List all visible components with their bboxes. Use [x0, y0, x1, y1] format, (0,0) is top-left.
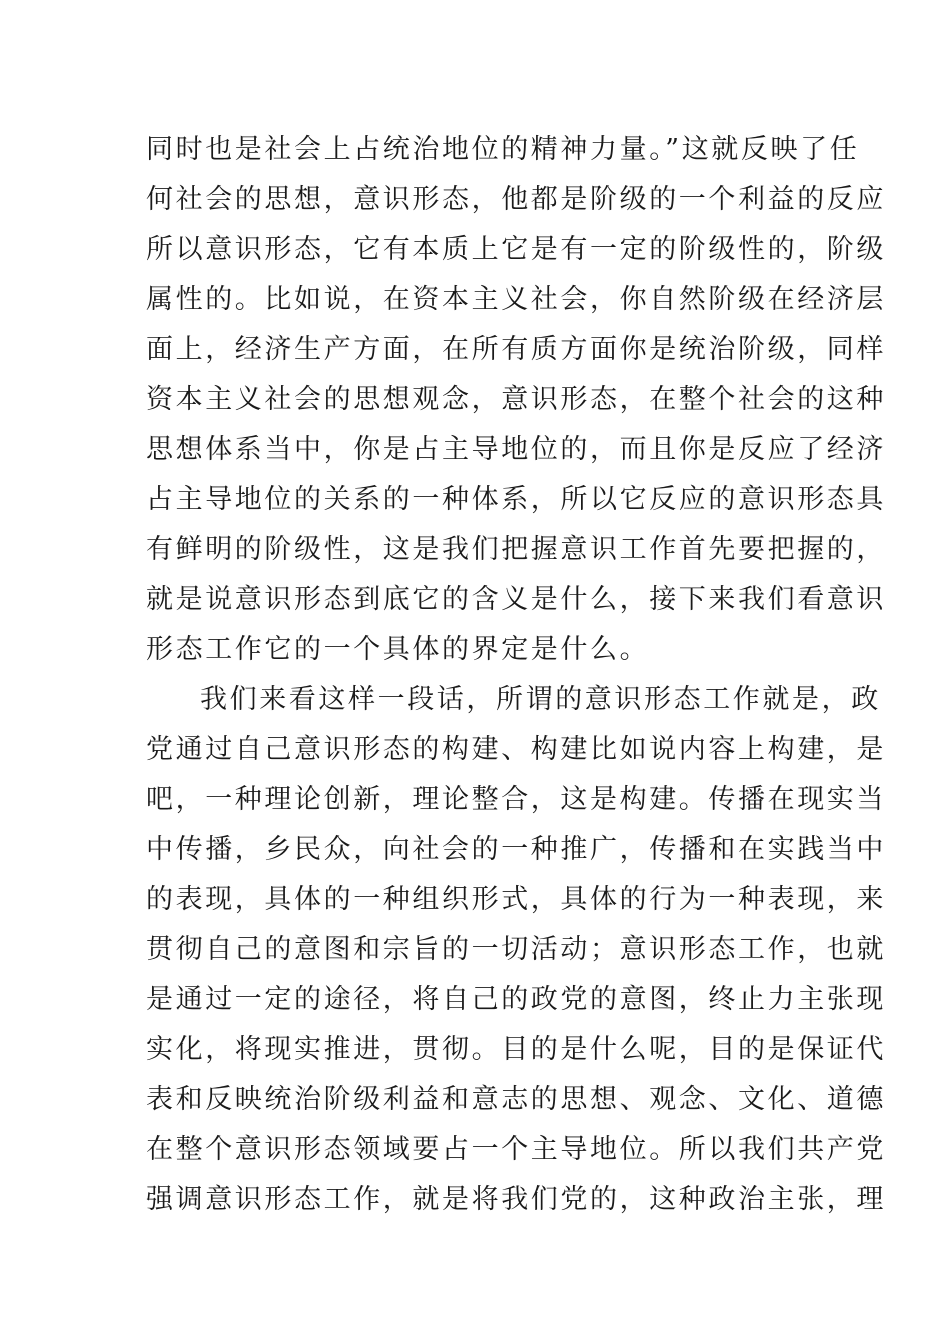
- text-line-12: 我们来看这样一段话，所谓的意识形态工作就是，政: [200, 684, 881, 715]
- text-line-5: 面上，经济生产方面，在所有质方面你是统治阶级，同样: [146, 334, 886, 365]
- text-line-2: 何社会的思想，意识形态，他都是阶级的一个利益的反应: [146, 184, 886, 215]
- text-line-9: 有鲜明的阶级性，这是我们把握意识工作首先要把握的，: [146, 534, 886, 565]
- text-line-15: 中传播，乡民众，向社会的一种推广，传播和在实践当中: [146, 834, 886, 865]
- text-line-13: 党通过自己意识形态的构建、构建比如说内容上构建，是: [146, 734, 886, 765]
- text-line-20: 表和反映统治阶级利益和意志的思想、观念、文化、道德: [146, 1084, 886, 1115]
- text-line-7: 思想体系当中，你是占主导地位的，而且你是反应了经济: [146, 434, 886, 465]
- text-line-11: 形态工作它的一个具体的界定是什么。: [146, 634, 650, 665]
- text-line-4: 属性的。比如说，在资本主义社会，你自然阶级在经济层: [146, 284, 886, 315]
- text-line-17: 贯彻自己的意图和宗旨的一切活动；意识形态工作，也就: [146, 934, 886, 965]
- text-line-18: 是通过一定的途径，将自己的政党的意图，终止力主张现: [146, 984, 886, 1015]
- text-line-16: 的表现，具体的一种组织形式，具体的行为一种表现，来: [146, 884, 886, 915]
- text-line-21: 在整个意识形态领域要占一个主导地位。所以我们共产党: [146, 1134, 886, 1165]
- text-line-8: 占主导地位的关系的一种体系，所以它反应的意识形态具: [146, 484, 886, 515]
- text-line-14: 吧，一种理论创新，理论整合，这是构建。传播在现实当: [146, 784, 886, 815]
- text-line-1: 同时也是社会上占统治地位的精神力量。”这就反映了任: [146, 134, 860, 165]
- text-line-10: 就是说意识形态到底它的含义是什么，接下来我们看意识: [146, 584, 886, 615]
- text-line-19: 实化，将现实推进，贯彻。目的是什么呢，目的是保证代: [146, 1034, 886, 1065]
- text-line-6: 资本主义社会的思想观念，意识形态，在整个社会的这种: [146, 384, 886, 415]
- text-line-22: 强调意识形态工作，就是将我们党的，这种政治主张，理: [146, 1184, 886, 1215]
- text-line-3: 所以意识形态，它有本质上它是有一定的阶级性的，阶级: [146, 234, 886, 265]
